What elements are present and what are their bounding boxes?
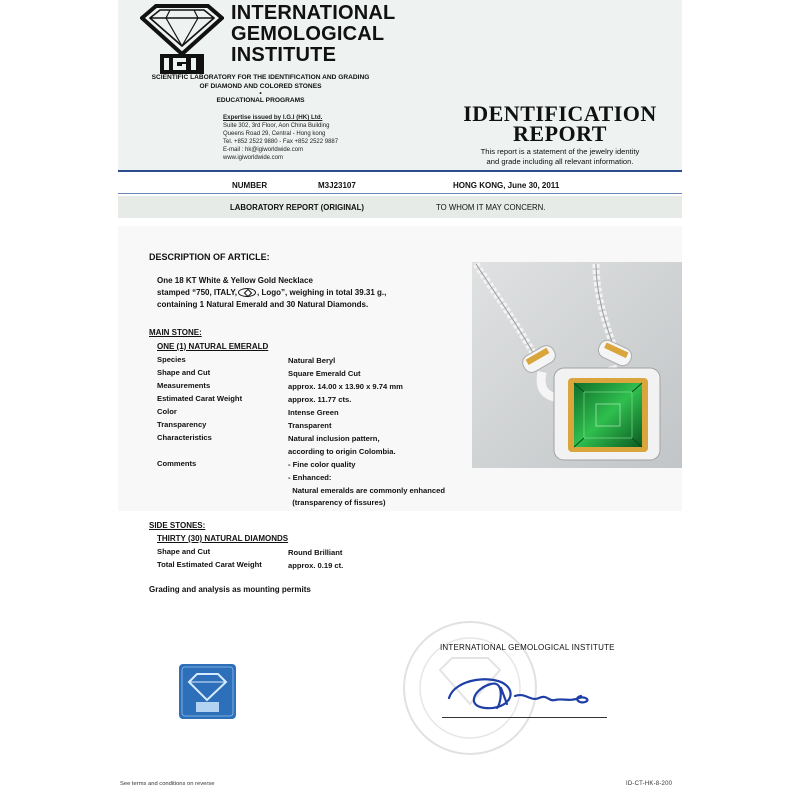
expertise-website: www.igiworldwide.com [223,155,284,161]
meta-divider [118,193,682,194]
footer-terms: See terms and conditions on reverse [120,781,215,787]
report-subtitle-line-2: and grade including all relevant information. [486,157,634,166]
side-stones-subheading: THIRTY (30) NATURAL DIAMONDS [157,534,289,543]
main-stone-value-characteristics-1: Natural inclusion pattern, [288,434,380,443]
main-stone-value-comments-1: - Fine color quality [288,460,356,469]
main-stone-label-carat: Estimated Carat Weight [157,394,243,403]
description-text [157,275,386,311]
main-stone-label-comments: Comments [157,459,197,468]
to-whom-label: TO WHOM IT MAY CONCERN. [436,203,546,212]
igi-hologram-icon [179,664,236,719]
expertise-address-1: Suite 302, 3rd Floor, Aon China Building [223,123,330,129]
institute-name-line-2: GEMOLOGICAL [231,23,385,45]
stamp-mark-icon [238,288,256,297]
institute-name [231,3,395,66]
report-subtitle [440,147,680,167]
authorized-signature [435,668,615,718]
report-title-line-2: REPORT [513,121,607,146]
lab-line-2: OF DIAMOND AND COLORED STONES [199,82,322,90]
signature-institute-name: INTERNATIONAL GEMOLOGICAL INSTITUTE [440,643,615,652]
main-stone-value-measurements: approx. 14.00 x 13.90 x 9.74 mm [288,382,403,391]
institute-name-line-3: INSTITUTE [231,44,337,66]
laboratory-description [118,74,403,106]
report-number-value: M3J23107 [318,181,356,190]
main-stone-value-transparency: Transparent [288,421,332,430]
main-stone-value-comments-2: - Enhanced: [288,473,332,482]
description-line-3: containing 1 Natural Emerald and 30 Natural Diamonds. [157,300,369,309]
grading-note: Grading and analysis as mounting permits [149,585,311,594]
expertise-email: E-mail : hk@igiworldwide.com [223,147,304,153]
main-stone-heading: MAIN STONE: [149,328,202,337]
description-heading: DESCRIPTION OF ARTICLE: [149,252,270,262]
main-stone-label-species: Species [157,355,186,364]
lab-line-1: SCIENTIFIC LABORATORY FOR THE IDENTIFICATION AND GRADING [151,74,370,81]
lab-line-bullet: • [259,90,262,98]
main-stone-subheading: ONE (1) NATURAL EMERALD [157,342,269,351]
description-line-2 [157,287,386,299]
side-stones-value-shape: Round Brilliant [288,548,343,557]
expertise-block [223,114,338,162]
lab-report-label: LABORATORY REPORT (ORIGINAL) [230,203,364,212]
report-title [440,101,680,146]
main-stone-value-shape: Square Emerald Cut [288,369,361,378]
main-stone-label-shape: Shape and Cut [157,368,211,377]
lab-report-band [118,196,682,218]
side-stones-heading: SIDE STONES: [149,521,206,530]
main-stone-value-comments-4: (transparency of fissures) [288,498,386,507]
main-stone-label-transparency: Transparency [157,420,207,429]
side-stones-label-carat: Total Estimated Carat Weight [157,560,262,569]
main-stone-value-color: Intense Green [288,408,339,417]
report-place-date: HONG KONG, June 30, 2011 [453,181,560,190]
main-stone-label-measurements: Measurements [157,381,211,390]
report-subtitle-line-1: This report is a statement of the jewelry identity [480,147,640,156]
footer-form-code: ID-CT-HK-8-200 [626,781,673,787]
expertise-address-2: Queens Road 29, Central - Hong kong [223,131,326,137]
main-stone-label-characteristics: Characteristics [157,433,212,442]
necklace-photo [472,262,682,468]
header-divider [118,170,682,172]
main-stone-value-comments-3: Natural emeralds are commonly enhanced [288,486,445,495]
igi-diamond-logo-icon [140,4,224,76]
expertise-title: Expertise issued by I.G.I (HK) Ltd. [223,114,323,121]
main-stone-value-characteristics-2: according to origin Colombia. [288,447,396,456]
report-number-label: NUMBER [232,181,268,190]
description-line-1: One 18 KT White & Yellow Gold Necklace [157,276,313,285]
description-line-2a: stamped “750, ITALY, [157,288,238,297]
side-stones-label-shape: Shape and Cut [157,547,211,556]
expertise-phone: Tel. +852 2522 9880 - Fax +852 2522 9887 [223,139,339,145]
institute-name-line-1: INTERNATIONAL [231,2,396,24]
side-stones-value-carat: approx. 0.19 ct. [288,561,344,570]
main-stone-value-carat: approx. 11.77 cts. [288,395,352,404]
main-stone-value-species: Natural Beryl [288,356,336,365]
main-stone-label-color: Color [157,407,177,416]
signature-line [442,717,607,718]
report-title-line-1: IDENTIFICATION [463,101,657,126]
lab-line-3: EDUCATIONAL PROGRAMS [216,97,305,105]
description-line-2b: , Logo”, weighing in total 39.31 g., [257,288,387,297]
